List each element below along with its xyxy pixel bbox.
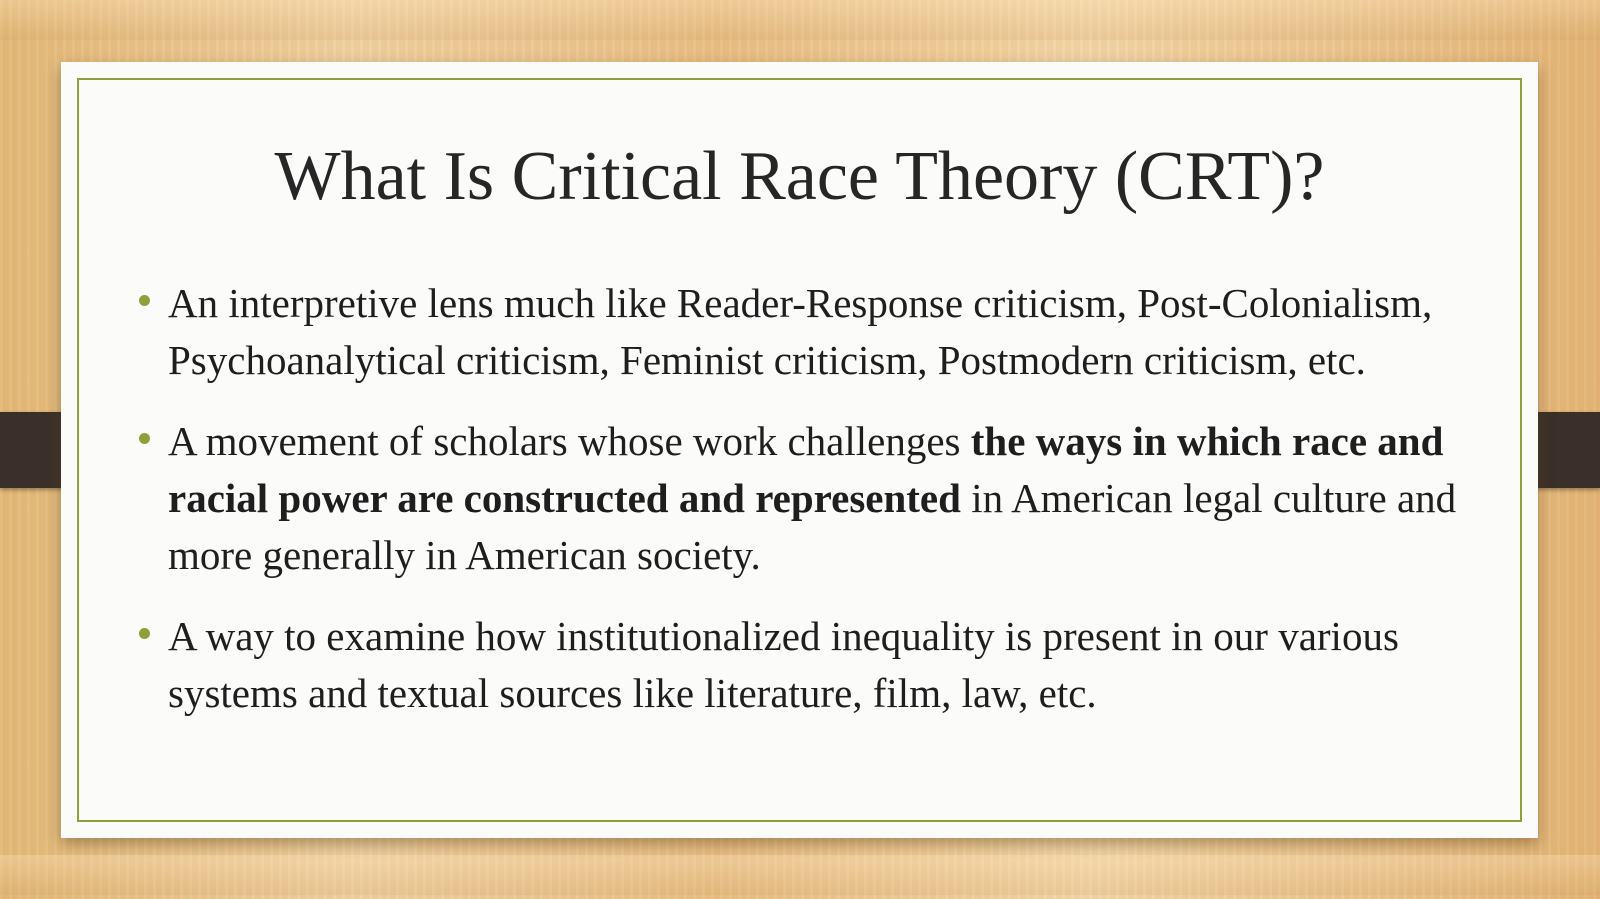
bullet-item-1 [139, 275, 1479, 389]
slide-title: What Is Critical Race Theory (CRT)? [274, 138, 1325, 215]
bullet-text: A way to examine how institutionalized inequality is present in our various systems and textual sources like literature, film, law, etc. [168, 613, 1399, 716]
desk-highlight-bottom [0, 855, 1600, 895]
bullet-text-bold: the ways in which race and racial power are constructed and represented [168, 418, 1444, 521]
bullet-dot-icon [139, 628, 150, 639]
bullet-dot-icon [139, 433, 150, 444]
bullet-text-after: in American legal culture and more generally in American society. [168, 475, 1457, 578]
bullet-list [139, 275, 1479, 746]
bullet-dot-icon [139, 295, 150, 306]
bullet-text: An interpretive lens much like Reader-Response criticism, Post-Colonialism, Psychoanalytical criticism, Feminist criticism, Postmodern criticism, etc. [168, 280, 1433, 383]
bullet-text-before: A movement of scholars whose work challenges [168, 418, 971, 464]
bullet-item-3 [139, 608, 1479, 722]
bullet-item-2 [139, 413, 1479, 584]
desk-highlight-top [0, 0, 1600, 40]
